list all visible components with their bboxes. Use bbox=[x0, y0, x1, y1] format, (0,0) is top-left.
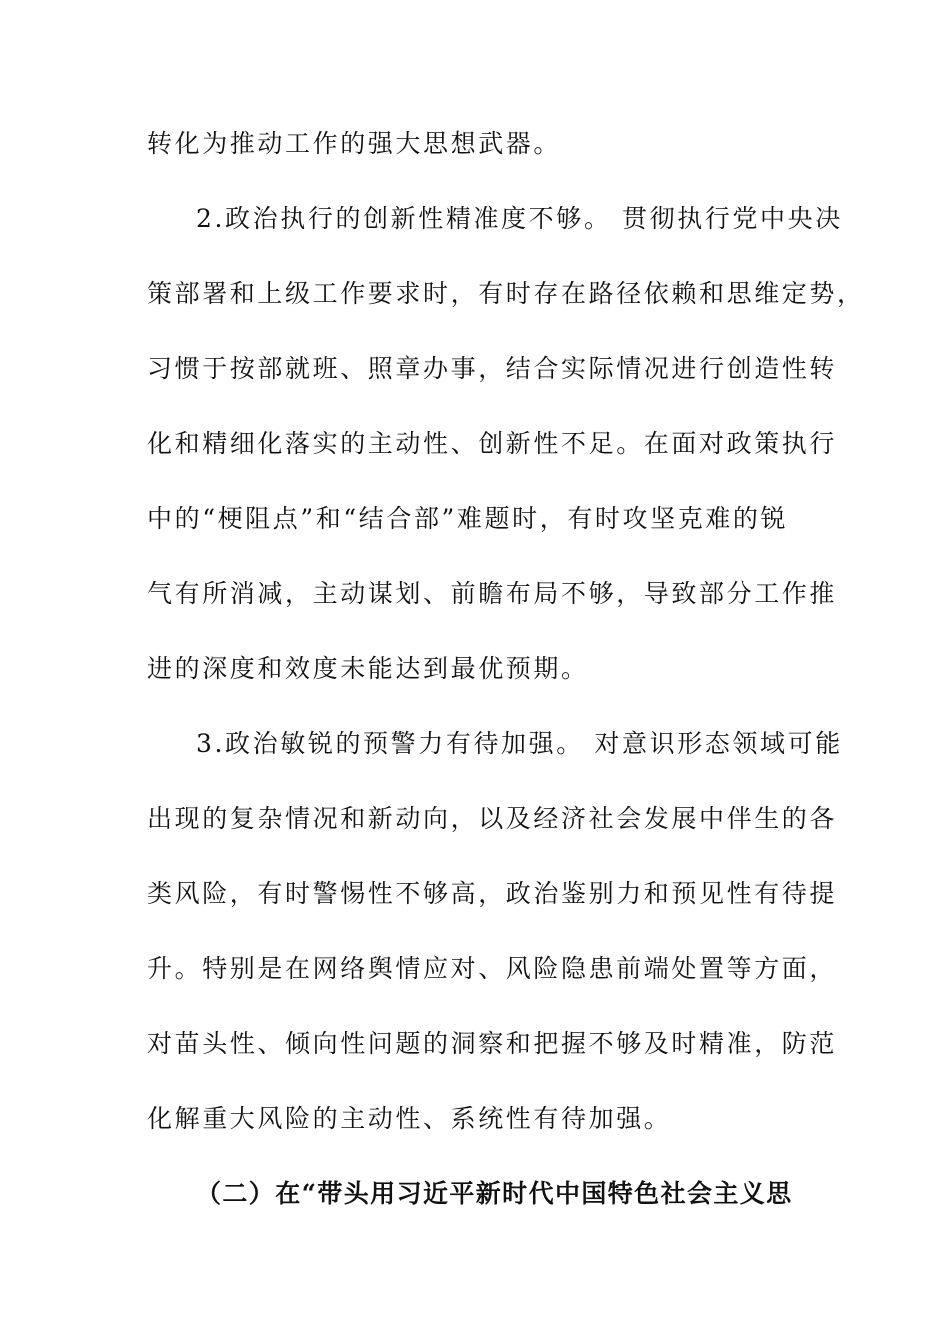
paragraph-line: 3.政治敏锐的预警力有待加强。 对意识形态领域可能 bbox=[196, 729, 843, 758]
paragraph-line: 化和精细化落实的主动性、创新性不足。在面对政策执行 bbox=[147, 429, 838, 458]
paragraph-line: 化解重大风险的主动性、系统性有待加强。 bbox=[147, 1104, 672, 1133]
paragraph-line: 进的深度和效度未能达到最优预期。 bbox=[147, 654, 589, 683]
paragraph-line: 转化为推动工作的强大思想武器。 bbox=[147, 129, 562, 158]
paragraph-line: 2.政治执行的创新性精准度不够。 贯彻执行党中央决 bbox=[196, 204, 843, 233]
paragraph-line: 类风险，有时警惕性不够高，政治鉴别力和预见性有待提 bbox=[147, 879, 838, 908]
paragraph-line: 中的“梗阻点”和“结合部”难题时，有时攻坚克难的锐 bbox=[147, 504, 789, 533]
paragraph-line: 出现的复杂情况和新动向，以及经济社会发展中伴生的各 bbox=[147, 804, 838, 833]
paragraph-line: 升。特别是在网络舆情应对、风险隐患前端处置等方面， bbox=[147, 954, 838, 983]
section-heading: （二）在“带头用习近平新时代中国特色社会主义思 bbox=[196, 1179, 793, 1208]
paragraph-line: 策部署和上级工作要求时，有时存在路径依赖和思维定势， bbox=[147, 279, 865, 308]
paragraph-line: 气有所消减，主动谋划、前瞻布局不够，导致部分工作推 bbox=[147, 579, 838, 608]
paragraph-line: 习惯于按部就班、照章办事，结合实际情况进行创造性转 bbox=[147, 354, 838, 383]
paragraph-line: 对苗头性、倾向性问题的洞察和把握不够及时精准，防范 bbox=[147, 1029, 838, 1058]
